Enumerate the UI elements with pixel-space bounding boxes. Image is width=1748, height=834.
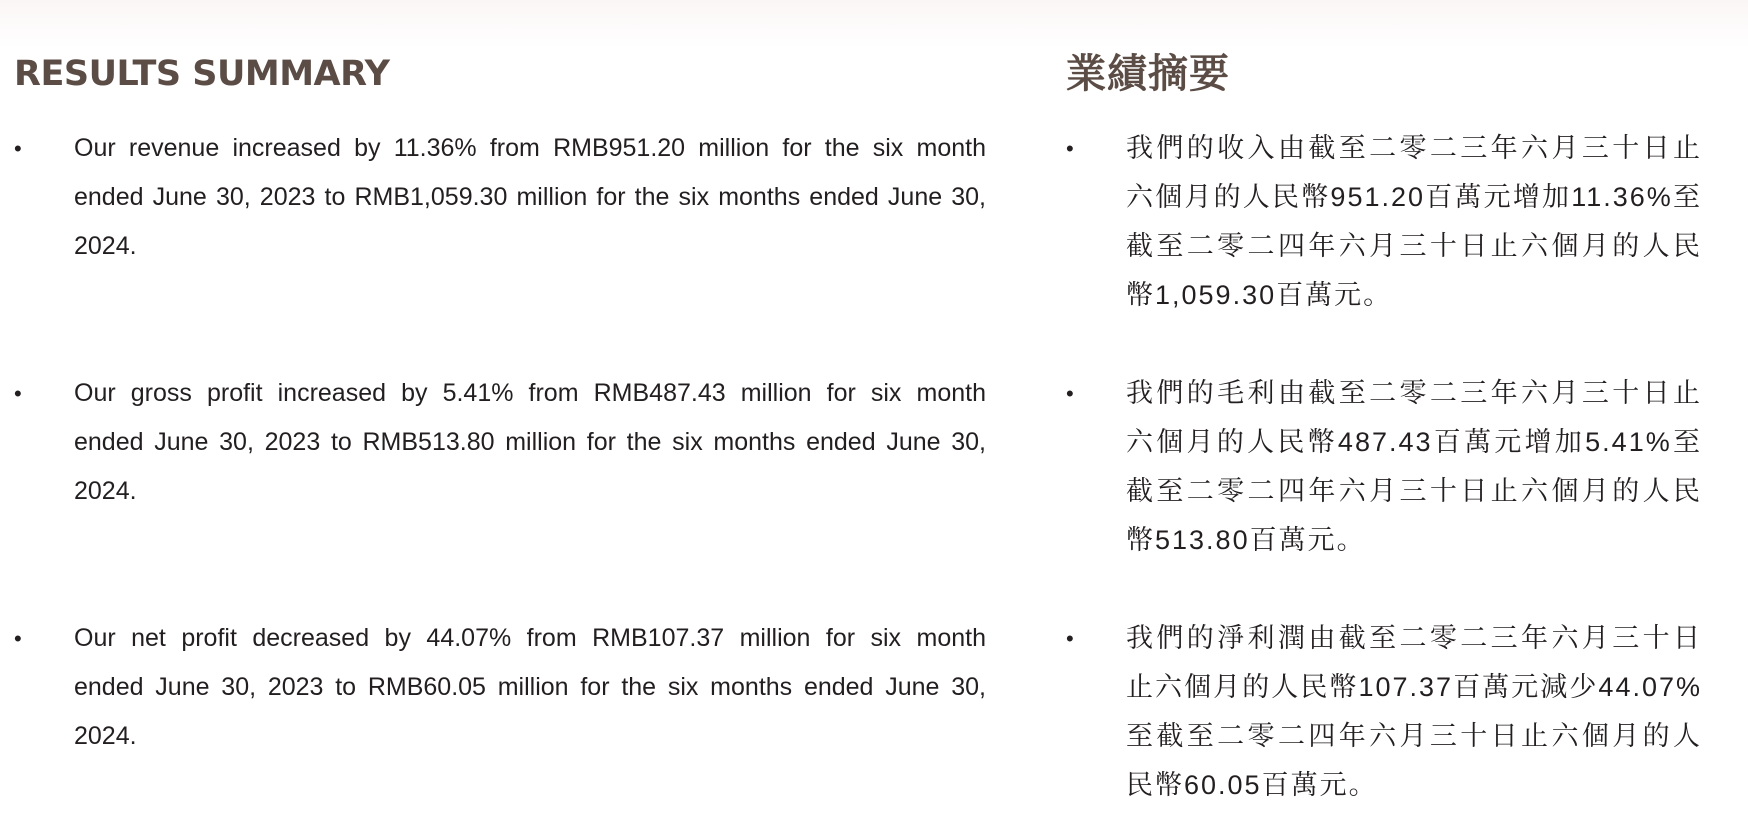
- top-band: [0, 0, 1748, 48]
- bullet-icon: •: [14, 136, 22, 161]
- chinese-summary-text-net-profit: 我們的淨利潤由截至二零二三年六月三十日止六個月的人民幣107.37百萬元減少44.07%至截至二零二四年六月三十日止六個月的人民幣60.05百萬元。: [1126, 623, 1702, 800]
- english-summary-text-net-profit: Our net profit decreased by 44.07% from RMB107.37 million for six month ended June 30, 2023 to RMB60.05 million for the six months ended June 30, 2024.: [74, 624, 986, 750]
- english-summary-text-gross-profit: Our gross profit increased by 5.41% from RMB487.43 million for six month ended June 30, 2023 to RMB513.80 million for the six months ended June 30, 2024.: [74, 379, 986, 505]
- english-summary-text-revenue: Our revenue increased by 11.36% from RMB951.20 million for the six month ended June 30, 2023 to RMB1,059.30 million for the six months ended June 30, 2024.: [74, 134, 986, 260]
- chinese-summary-text-gross-profit: 我們的毛利由截至二零二三年六月三十日止六個月的人民幣487.43百萬元增加5.41%至截至二零二四年六月三十日止六個月的人民幣513.80百萬元。: [1126, 378, 1702, 555]
- bullet-icon: •: [1066, 136, 1074, 161]
- chinese-heading: 業績摘要: [1066, 51, 1230, 97]
- bullet-icon: •: [14, 381, 22, 406]
- bullet-icon: •: [14, 626, 22, 651]
- english-heading: RESULTS SUMMARY: [14, 54, 390, 94]
- bullet-icon: •: [1066, 626, 1074, 651]
- chinese-summary-text-revenue: 我們的收入由截至二零二三年六月三十日止六個月的人民幣951.20百萬元增加11.36%至截至二零二四年六月三十日止六個月的人民幣1,059.30百萬元。: [1126, 133, 1702, 310]
- bullet-icon: •: [1066, 381, 1074, 406]
